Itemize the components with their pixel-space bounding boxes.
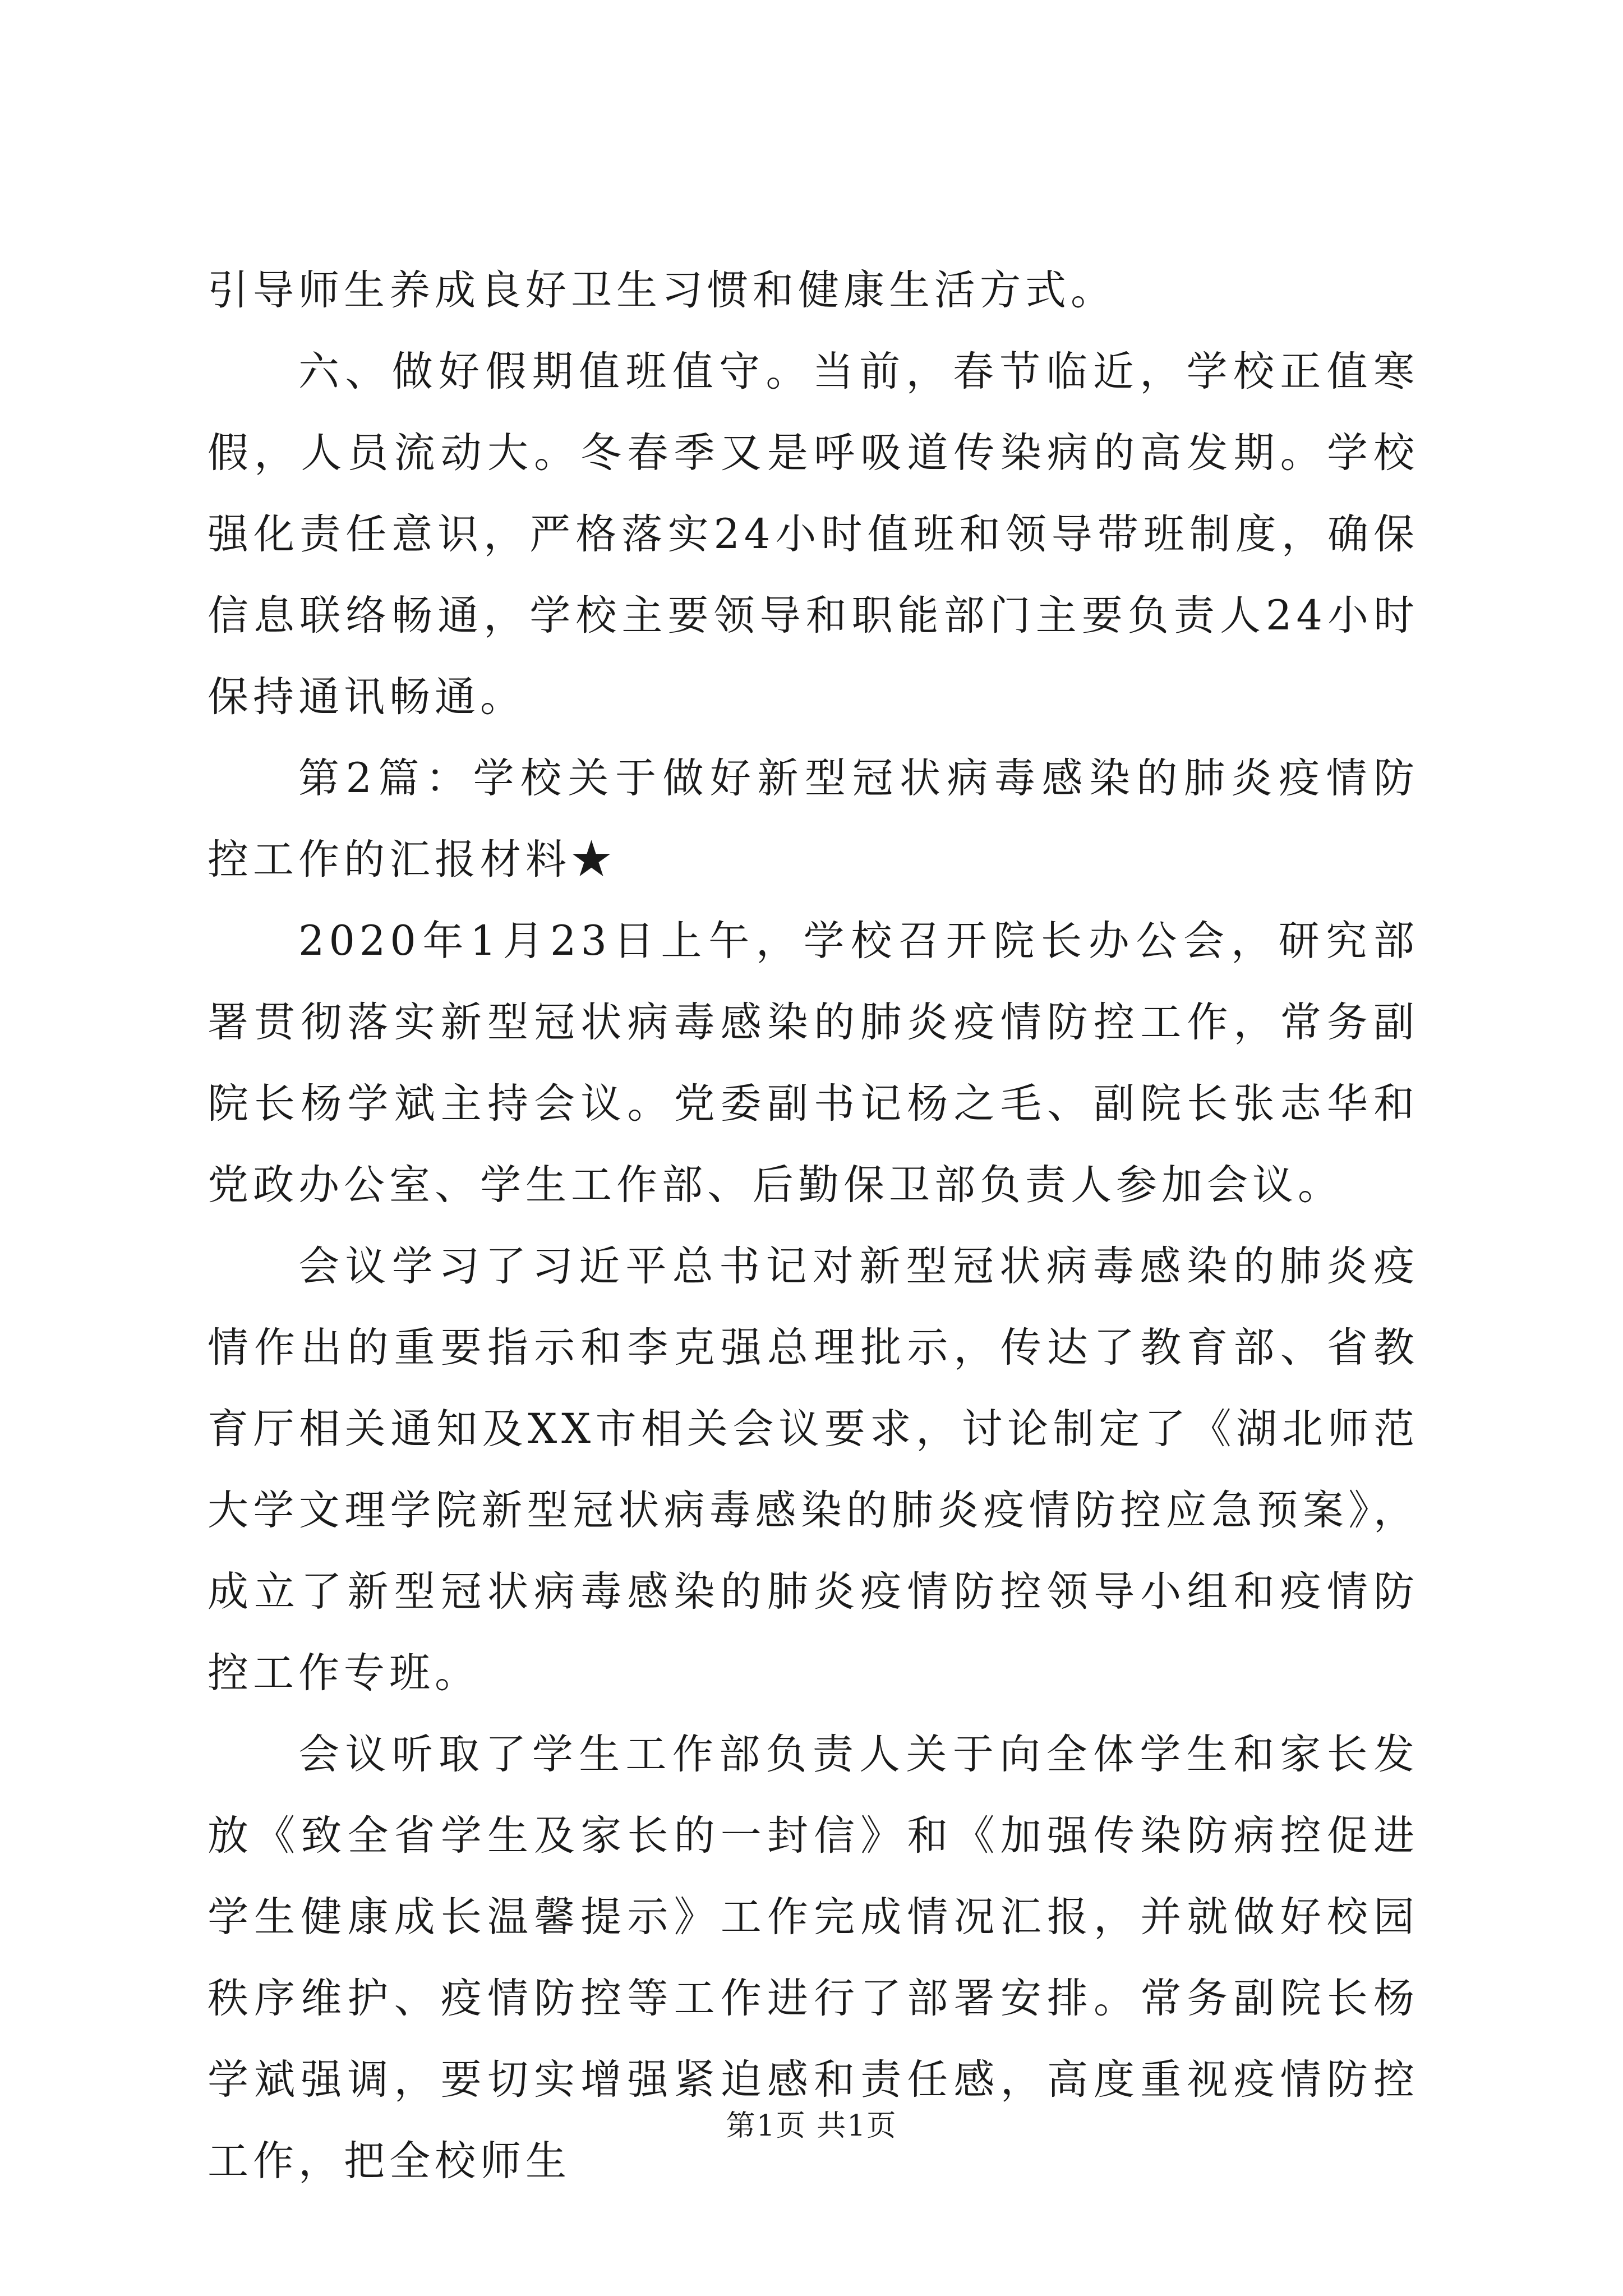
document-body — [208, 250, 1419, 2202]
page-number-footer: 第1页 共1页 — [726, 2109, 897, 2143]
paragraph-meeting-report: 会议听取了学生工作部负责人关于向全体学生和家长发放《致全省学生及家长的一封信》和《加强传染防病控促进学生健康成长温馨提示》工作完成情况汇报，并就做好校园秩序维护、疫情防控等工作进行了部署安排。常务副院长杨学斌强调，要切实增强紧迫感和责任感，高度重视疫情防控工作，把全校师生 — [208, 1731, 1419, 2185]
paragraph-continuation: 引导师生养成良好卫生习惯和健康生活方式。 — [208, 266, 1116, 314]
section-heading: 第2篇：学校关于做好新型冠状病毒感染的肺炎疫情防控工作的汇报材料★ — [208, 754, 1419, 884]
paragraph-holiday-duty: 六、做好假期值班值守。当前，春节临近，学校正值寒假，人员流动大。冬春季又是呼吸道传染病的高发期。学校强化责任意识，严格落实24小时值班和领导带班制度，确保信息联络畅通，学校主要领导和职能部门主要负责人24小时保持通讯畅通。 — [208, 348, 1419, 721]
paragraph-meeting-study: 会议学习了习近平总书记对新型冠状病毒感染的肺炎疫情作出的重要指示和李克强总理批示，传达了教育部、省教育厅相关通知及XX市相关会议要求，讨论制定了《湖北师范大学文理学院新型冠状病毒感染的肺炎疫情防控应急预案》，成立了新型冠状病毒感染的肺炎疫情防控领导小组和疫情防控工作专班。 — [208, 1243, 1419, 1697]
paragraph-meeting-intro: 2020年1月23日上午，学校召开院长办公会，研究部署贯彻落实新型冠状病毒感染的肺炎疫情防控工作，常务副院长杨学斌主持会议。党委副书记杨之毛、副院长张志华和党政办公室、学生工作部、后勤保卫部负责人参加会议。 — [208, 917, 1419, 1209]
